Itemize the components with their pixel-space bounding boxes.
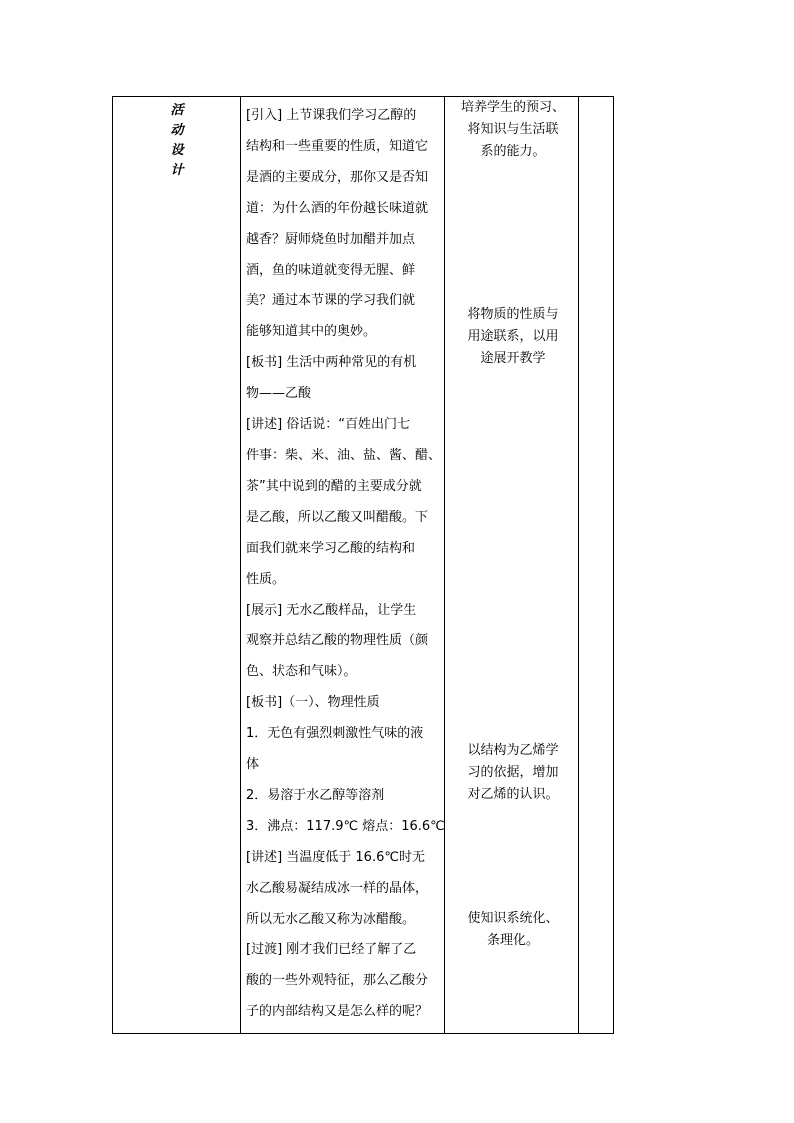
column-divider (444, 97, 445, 1033)
content-line: 物——乙酸 (246, 386, 312, 402)
design-intent (450, 304, 576, 370)
column-divider (578, 97, 579, 1033)
content-line: 2．易溶于水乙醇等溶剂 (246, 787, 385, 803)
content-line: 酸的一些外观特征，那么乙酸分 (246, 973, 429, 989)
intent-line: 系的能力。 (480, 144, 546, 159)
content-line: 所以无水乙酸又称为冰醋酸。 (246, 911, 416, 927)
design-intent (450, 97, 576, 163)
content-line: 观察并总结乙酸的物理性质（颜 (246, 633, 429, 649)
content-line: 3．沸点：117.9℃ 熔点：16.6℃ (246, 818, 445, 834)
activity-design-label (113, 97, 241, 181)
content-line: 性质。 (246, 571, 286, 587)
content-line: 是乙酸，所以乙酸又叫醋酸。下 (246, 509, 429, 525)
content-line: 能够知道其中的奥妙。 (246, 324, 377, 340)
content-line: 酒，鱼的味道就变得无腥、鲜 (246, 262, 416, 278)
lesson-table (112, 96, 614, 1034)
intent-line: 培养学生的预习、 (460, 100, 565, 115)
content-line: 色、状态和气味）。 (246, 664, 357, 680)
design-intent (450, 740, 576, 806)
intent-line: 途展开教学 (480, 351, 546, 366)
content-line: 体 (246, 757, 260, 773)
content-line: 子的内部结构又是怎么样的呢？ (246, 1004, 429, 1020)
content-line: 1．无色有强烈刺激性气味的液 (246, 726, 424, 742)
content-line: [板书]（一）、物理性质 (246, 695, 380, 711)
intent-line: 使知识系统化、 (467, 911, 559, 926)
teaching-content (246, 101, 444, 1028)
content-line: [讲述] 俗话说：“百姓出门七 (246, 417, 411, 433)
content-line: 件事：柴、米、油、盐、酱、醋、 (246, 447, 442, 463)
content-line: 结构和一些重要的性质，知道它 (246, 138, 429, 154)
label-char: 设 (170, 143, 184, 158)
label-char: 活 (170, 103, 184, 118)
content-line: 面我们就来学习乙酸的结构和 (246, 540, 416, 556)
intent-line: 将物质的性质与 (467, 307, 559, 322)
intent-line: 习的依据，增加 (467, 765, 559, 780)
label-char: 计 (170, 163, 184, 178)
intent-line: 条理化。 (486, 933, 539, 948)
content-line: [引入] 上节课我们学习乙醇的 (246, 108, 417, 123)
content-line: 道：为什么酒的年份越长味道就 (246, 200, 429, 216)
intent-line: 对乙烯的认识。 (467, 787, 559, 802)
column-divider (240, 97, 241, 1033)
content-line: [讲述] 当温度低于 16.6℃时无 (246, 849, 425, 865)
label-char: 动 (170, 123, 184, 138)
intent-line: 将知识与生活联 (467, 122, 559, 137)
content-line: [过渡] 刚才我们已经了解了乙 (246, 942, 417, 958)
content-line: 是酒的主要成分，那你又是否知 (246, 169, 429, 185)
content-line: [板书] 生活中两种常见的有机 (246, 355, 417, 371)
content-line: 美？通过本节课的学习我们就 (246, 293, 416, 309)
content-line: 水乙酸易凝结成冰一样的晶体， (246, 880, 429, 896)
content-line: 茶”其中说到的醋的主要成分就 (246, 478, 422, 494)
content-line: 越香？厨师烧鱼时加醋并加点 (246, 231, 416, 247)
intent-line: 用途联系，以用 (467, 329, 559, 344)
content-line: [展示] 无水乙酸样品，让学生 (246, 602, 417, 618)
design-intent (450, 908, 576, 952)
intent-line: 以结构为乙烯学 (467, 743, 559, 758)
